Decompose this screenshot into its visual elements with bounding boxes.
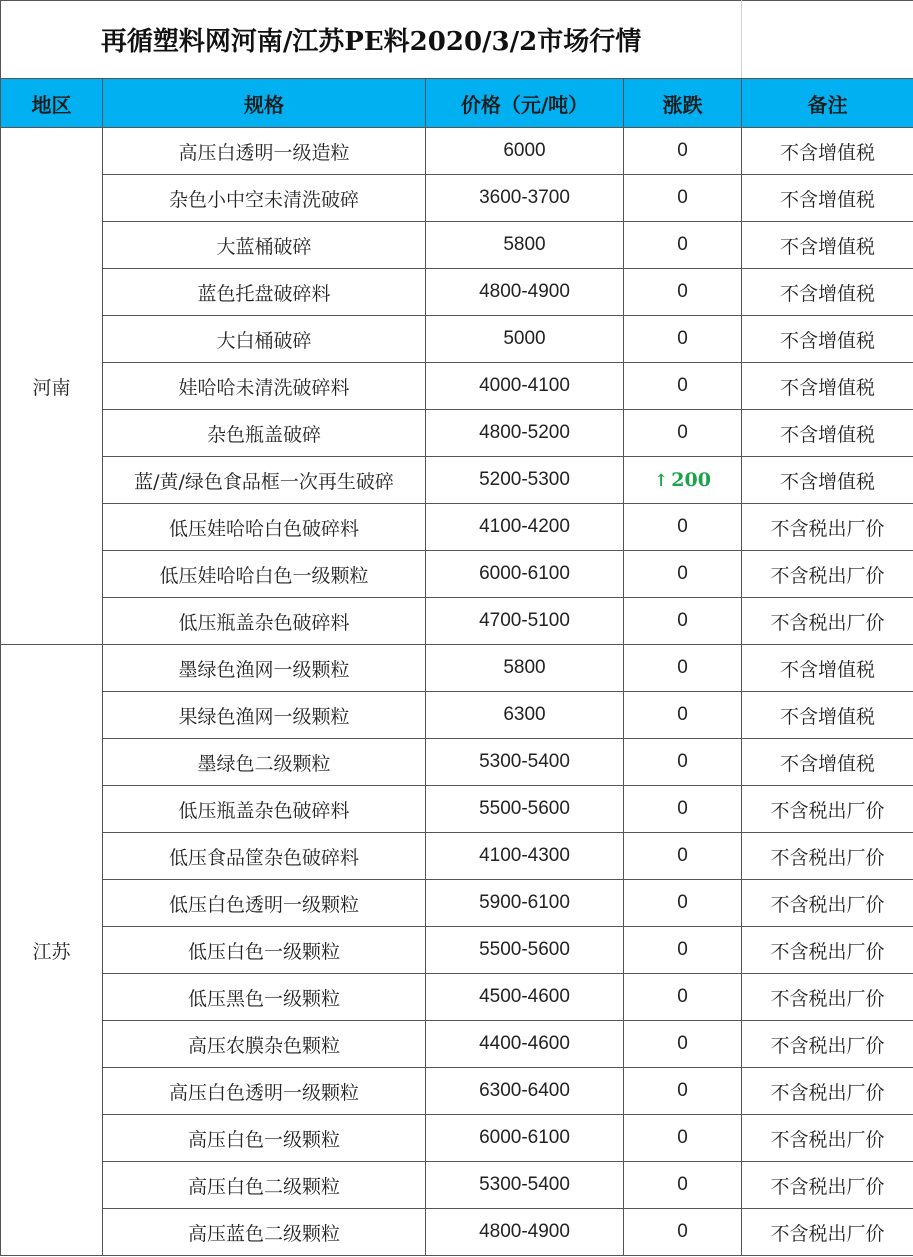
title-blank-cell bbox=[742, 1, 913, 79]
note-cell: 不含税出厂价 bbox=[742, 504, 913, 551]
change-cell: 0 bbox=[624, 222, 742, 269]
table-row bbox=[1, 1115, 913, 1162]
note-cell: 不含税出厂价 bbox=[742, 1209, 913, 1256]
note-cell: 不含增值税 bbox=[742, 269, 913, 316]
price-cell: 5500-5600 bbox=[426, 786, 624, 833]
table-row bbox=[1, 1162, 913, 1209]
table-row bbox=[1, 598, 913, 645]
price-cell: 4800-4900 bbox=[426, 1209, 624, 1256]
note-cell: 不含税出厂价 bbox=[742, 833, 913, 880]
price-cell: 5000 bbox=[426, 316, 624, 363]
price-cell: 6000-6100 bbox=[426, 551, 624, 598]
spec-cell: 高压白色一级颗粒 bbox=[103, 1115, 426, 1162]
spec-cell: 杂色瓶盖破碎 bbox=[103, 410, 426, 457]
region-cell: 江苏 bbox=[1, 645, 103, 1256]
spec-cell: 高压农膜杂色颗粒 bbox=[103, 1021, 426, 1068]
price-cell: 4500-4600 bbox=[426, 974, 624, 1021]
spec-cell: 大蓝桶破碎 bbox=[103, 222, 426, 269]
table-row bbox=[1, 1021, 913, 1068]
table-row bbox=[1, 363, 913, 410]
price-cell: 4400-4600 bbox=[426, 1021, 624, 1068]
spec-cell: 高压白色透明一级颗粒 bbox=[103, 1068, 426, 1115]
change-cell: 0 bbox=[624, 128, 742, 175]
header-row bbox=[1, 79, 913, 128]
note-cell: 不含增值税 bbox=[742, 316, 913, 363]
note-cell: 不含税出厂价 bbox=[742, 551, 913, 598]
spec-cell: 高压白透明一级造粒 bbox=[103, 128, 426, 175]
spec-cell: 杂色小中空未清洗破碎 bbox=[103, 175, 426, 222]
price-cell: 5300-5400 bbox=[426, 1162, 624, 1209]
arrow-up-icon: ↑ bbox=[654, 471, 669, 491]
spec-cell: 低压黑色一级颗粒 bbox=[103, 974, 426, 1021]
change-cell: 0 bbox=[624, 739, 742, 786]
header-change: 涨跌 bbox=[624, 79, 742, 128]
note-cell: 不含增值税 bbox=[742, 363, 913, 410]
change-cell: 0 bbox=[624, 833, 742, 880]
table-row bbox=[1, 269, 913, 316]
price-cell: 4100-4200 bbox=[426, 504, 624, 551]
table-row bbox=[1, 692, 913, 739]
price-cell: 4800-5200 bbox=[426, 410, 624, 457]
header-region: 地区 bbox=[1, 79, 103, 128]
spec-cell: 低压白色透明一级颗粒 bbox=[103, 880, 426, 927]
header-note: 备注 bbox=[742, 79, 913, 128]
change-cell: 0 bbox=[624, 316, 742, 363]
change-cell: 0 bbox=[624, 786, 742, 833]
price-cell: 6000-6100 bbox=[426, 1115, 624, 1162]
price-cell: 3600-3700 bbox=[426, 175, 624, 222]
table-row bbox=[1, 504, 913, 551]
note-cell: 不含税出厂价 bbox=[742, 1162, 913, 1209]
spec-cell: 低压瓶盖杂色破碎料 bbox=[103, 598, 426, 645]
spec-cell: 高压白色二级颗粒 bbox=[103, 1162, 426, 1209]
change-cell: 0 bbox=[624, 1209, 742, 1256]
change-cell: 0 bbox=[624, 1021, 742, 1068]
change-cell: 0 bbox=[624, 1162, 742, 1209]
spec-cell: 高压蓝色二级颗粒 bbox=[103, 1209, 426, 1256]
table-row bbox=[1, 927, 913, 974]
note-cell: 不含税出厂价 bbox=[742, 880, 913, 927]
table-row bbox=[1, 833, 913, 880]
price-cell: 5500-5600 bbox=[426, 927, 624, 974]
spec-cell: 低压瓶盖杂色破碎料 bbox=[103, 786, 426, 833]
note-cell: 不含税出厂价 bbox=[742, 1021, 913, 1068]
price-cell: 5800 bbox=[426, 645, 624, 692]
table-row bbox=[1, 316, 913, 363]
spec-cell: 大白桶破碎 bbox=[103, 316, 426, 363]
price-cell: 5800 bbox=[426, 222, 624, 269]
change-cell: 0 bbox=[624, 410, 742, 457]
note-cell: 不含增值税 bbox=[742, 175, 913, 222]
table-row bbox=[1, 974, 913, 1021]
change-cell: 0 bbox=[624, 927, 742, 974]
spec-cell: 墨绿色二级颗粒 bbox=[103, 739, 426, 786]
change-cell: 0 bbox=[624, 1115, 742, 1162]
change-cell: 0 bbox=[624, 551, 742, 598]
page-title: 再循塑料网河南/江苏PE料2020/3/2市场行情 bbox=[1, 1, 742, 79]
price-cell: 6300-6400 bbox=[426, 1068, 624, 1115]
change-cell bbox=[624, 457, 742, 504]
region-cell: 河南 bbox=[1, 128, 103, 645]
change-cell: 0 bbox=[624, 363, 742, 410]
table-body bbox=[1, 128, 913, 1256]
change-cell: 0 bbox=[624, 1068, 742, 1115]
header-spec: 规格 bbox=[103, 79, 426, 128]
note-cell: 不含增值税 bbox=[742, 457, 913, 504]
note-cell: 不含税出厂价 bbox=[742, 927, 913, 974]
note-cell: 不含税出厂价 bbox=[742, 974, 913, 1021]
note-cell: 不含增值税 bbox=[742, 410, 913, 457]
price-cell: 5900-6100 bbox=[426, 880, 624, 927]
price-cell: 5200-5300 bbox=[426, 457, 624, 504]
change-cell: 0 bbox=[624, 645, 742, 692]
table-row bbox=[1, 1068, 913, 1115]
table-row bbox=[1, 645, 913, 692]
note-cell: 不含税出厂价 bbox=[742, 786, 913, 833]
change-cell: 0 bbox=[624, 175, 742, 222]
table-row bbox=[1, 786, 913, 833]
price-cell: 4000-4100 bbox=[426, 363, 624, 410]
note-cell: 不含增值税 bbox=[742, 128, 913, 175]
note-cell: 不含增值税 bbox=[742, 222, 913, 269]
spec-cell: 娃哈哈未清洗破碎料 bbox=[103, 363, 426, 410]
title-row bbox=[1, 1, 913, 79]
change-cell: 0 bbox=[624, 269, 742, 316]
change-value: 200 bbox=[671, 469, 711, 491]
table-row bbox=[1, 222, 913, 269]
header-price: 价格（元/吨） bbox=[426, 79, 624, 128]
note-cell: 不含税出厂价 bbox=[742, 598, 913, 645]
note-cell: 不含增值税 bbox=[742, 692, 913, 739]
price-cell: 4800-4900 bbox=[426, 269, 624, 316]
spec-cell: 低压白色一级颗粒 bbox=[103, 927, 426, 974]
change-cell: 0 bbox=[624, 504, 742, 551]
change-cell: 0 bbox=[624, 692, 742, 739]
note-cell: 不含增值税 bbox=[742, 739, 913, 786]
price-cell: 6000 bbox=[426, 128, 624, 175]
table-row bbox=[1, 457, 913, 504]
table-row bbox=[1, 1209, 913, 1256]
table-row bbox=[1, 551, 913, 598]
spec-cell: 果绿色渔网一级颗粒 bbox=[103, 692, 426, 739]
price-cell: 4700-5100 bbox=[426, 598, 624, 645]
spec-cell: 低压食品筐杂色破碎料 bbox=[103, 833, 426, 880]
spec-cell: 低压娃哈哈白色破碎料 bbox=[103, 504, 426, 551]
change-cell: 0 bbox=[624, 974, 742, 1021]
spec-cell: 蓝/黄/绿色食品框一次再生破碎 bbox=[103, 457, 426, 504]
table-row bbox=[1, 410, 913, 457]
price-cell: 6300 bbox=[426, 692, 624, 739]
note-cell: 不含税出厂价 bbox=[742, 1068, 913, 1115]
table-row bbox=[1, 128, 913, 175]
spec-cell: 墨绿色渔网一级颗粒 bbox=[103, 645, 426, 692]
table-row bbox=[1, 739, 913, 786]
note-cell: 不含税出厂价 bbox=[742, 1115, 913, 1162]
change-cell: 0 bbox=[624, 598, 742, 645]
change-cell: 0 bbox=[624, 880, 742, 927]
price-cell: 5300-5400 bbox=[426, 739, 624, 786]
table-row bbox=[1, 880, 913, 927]
spec-cell: 蓝色托盘破碎料 bbox=[103, 269, 426, 316]
spec-cell: 低压娃哈哈白色一级颗粒 bbox=[103, 551, 426, 598]
note-cell: 不含增值税 bbox=[742, 645, 913, 692]
price-cell: 4100-4300 bbox=[426, 833, 624, 880]
table-row bbox=[1, 175, 913, 222]
